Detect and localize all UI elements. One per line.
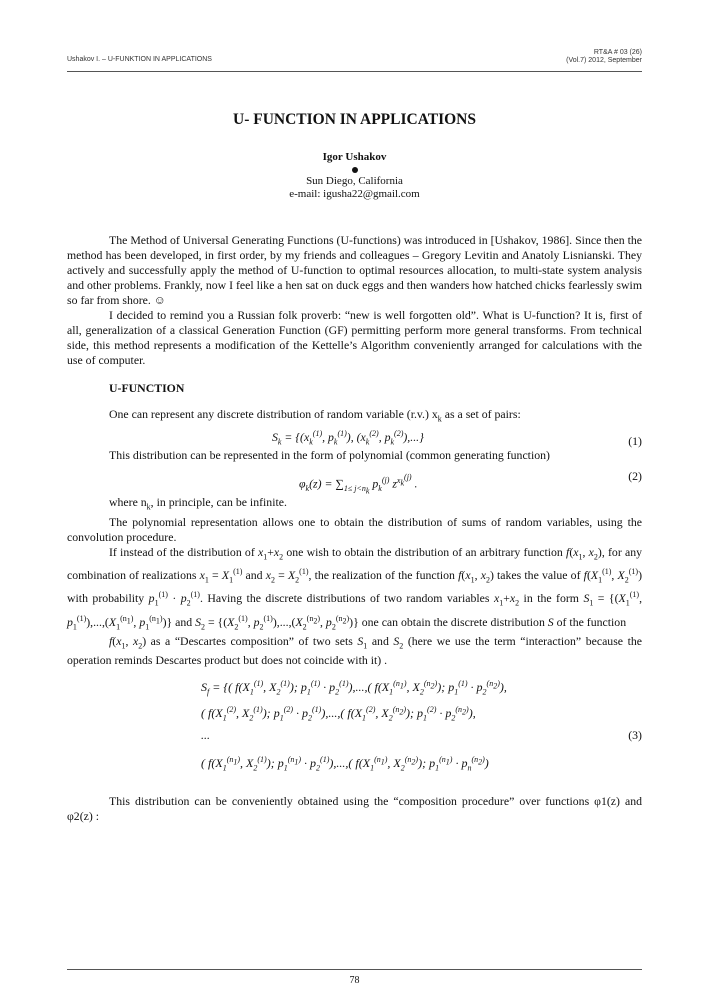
journal-issue: RT&A # 03 (26) bbox=[593, 49, 642, 56]
author-block bbox=[0, 151, 709, 201]
header-rule bbox=[67, 71, 642, 72]
author-email: e-mail: igusha22@gmail.com bbox=[289, 188, 420, 200]
running-header-right bbox=[566, 49, 642, 65]
section-paragraph-1: One can represent any discrete distribution of random variable (r.v.) $x_k$ as a set of pairs: bbox=[109, 407, 521, 424]
section-paragraph-3: where $n_k$, in principle, can be infinite. bbox=[109, 495, 287, 512]
equation-2-label: (2) bbox=[628, 469, 642, 484]
section-heading: U-FUNCTION bbox=[109, 381, 185, 395]
section-paragraph-2: This distribution can be represented in the form of polynomial (common generating function) bbox=[109, 448, 550, 463]
running-header-left: Ushakov I. – U-FUNKTION IN APPLICATIONS bbox=[67, 56, 212, 63]
equation-1-label: (1) bbox=[628, 434, 642, 449]
intro-paragraph-2: I decided to remind you a Russian folk proverb: “new is well forgotten old”. What is U-function? It is, first of all, generalization of a classical Generation Function (GF) permitting perform more general transforms. From technical side, this method represents a modification of the Kettelle’s Algorithm conveniently arranged for calculations with the use of computer. bbox=[67, 308, 642, 367]
equation-2: $\varphi_k(z) = \sum_{1\le j<n_k}$ $p_k^{(j)}$ $z^{x_k^{(j)}}$ . (2) bbox=[299, 469, 642, 496]
page-number: 78 bbox=[349, 975, 360, 986]
equation-3-label: (3) bbox=[628, 728, 642, 743]
author-location: Sun Diego, California bbox=[306, 175, 403, 187]
intro-paragraph-1: The Method of Universal Generating Functions (U-functions) was introduced in [Ushakov, 1986]. Since then the method has been developed, in first order, by my friends and colleagues – Gregory Levitin and Anatoly Lisnianski. They actively and successfully apply the method of U-function to optimal resources allocation, to multi-state system analysis and other problems. Frankly, now I feel like a hen sat on duck eggs and then wanders how hatched chicks fearlessly swim so far from shore. ☺ bbox=[67, 233, 642, 307]
section-paragraph-5: If instead of the distribution of $x_1+x_2$ one wish to obtain the distribution of an arbitrary function $f(x_1$, $x_2$), for any combination of realizations $x_1 = X_1^{(1)}$ and $x_2 = X_2^{(1)}$, the realization of the function $f(x_1$, $x_2$) takes the value of $f(X_1^{(1)}$, $X_2^{(1)}$) with probability $p_1^{(1)} \cdot p_2^{(1)}$. Having the discrete distributions of two random variables $x_1+x_2$ in the form $S_1 = \{(X_1^{(1)}$, $p_1^{(1)}),...,(X_1^{(n_1)}$, $p_1^{(n_1)}$)} and $S_2 = \{(X_2^{(1)}$, $p_2^{(1)}),...,(X_2^{(n_2)}$, $p_2^{(n_2)}$)} one can obtain the discrete distribution S of the function bbox=[67, 544, 643, 631]
section-paragraph-4: The polynomial representation allows one to obtain the distribution of sums of random variables, using the convolution procedure. bbox=[67, 514, 642, 544]
footer-rule bbox=[67, 969, 642, 970]
author-name: Igor Ushakov bbox=[322, 151, 387, 163]
journal-volume-date: (Vol.7) 2012, September bbox=[566, 57, 642, 64]
paper-body bbox=[67, 233, 642, 824]
equation-1: $S_k = \{(x_k^{(1)}$, $p_k^{(1)}$), ($x_k^{(2)}$, $p_k^{(2)}$),...} (1) bbox=[272, 429, 642, 449]
bullet-dot-icon bbox=[352, 167, 358, 173]
equation-3: $S_f$ = {( $f(X_1^{(1)}$, $X_2^{(1)}$); $p_1^{(1)} \cdot p_2^{(1)}$),...,( $f(X_1^{(n_1)}$, $X_2^{(n_2)}$); $p_1^{(1)} \cdot p_2^{(n_2)}$), ( $f(X_1^{(2)}$, $X_2^{(1)}$); $p_1^{(2)} \cdot p_2^{(1)}$),...,( $f(X_1^{(2)}$, $X_2^{(n_2)}$); $p_1^{(2)} \cdot p_2^{(n_2)}$), ... ( $f(X_1^{(n_1)}$, $X_2^{(1)}$); $p_1^{(n_1)} \cdot p_2^{(1)}$),...,( $f(X_1^{(n_1)}$, $X_2^{(n_2)}$); $p_1^{(n_1)} \cdot p_n^{(n_2)}$) (3) bbox=[201, 679, 642, 773]
section-paragraph-6: This distribution can be conveniently obtained using the “composition procedure” over functions φ1(z) and φ2(z) : bbox=[67, 794, 642, 824]
paper-title: U- FUNCTION IN APPLICATIONS bbox=[233, 111, 476, 128]
section-paragraph-5b: $f(x_1$, $x_2$) as a “Descartes composition” of two sets $S_1$ and $S_2$ (here we use the term “interaction” because the operation reminds Descartes product but does not coincide with it) . bbox=[67, 633, 642, 668]
